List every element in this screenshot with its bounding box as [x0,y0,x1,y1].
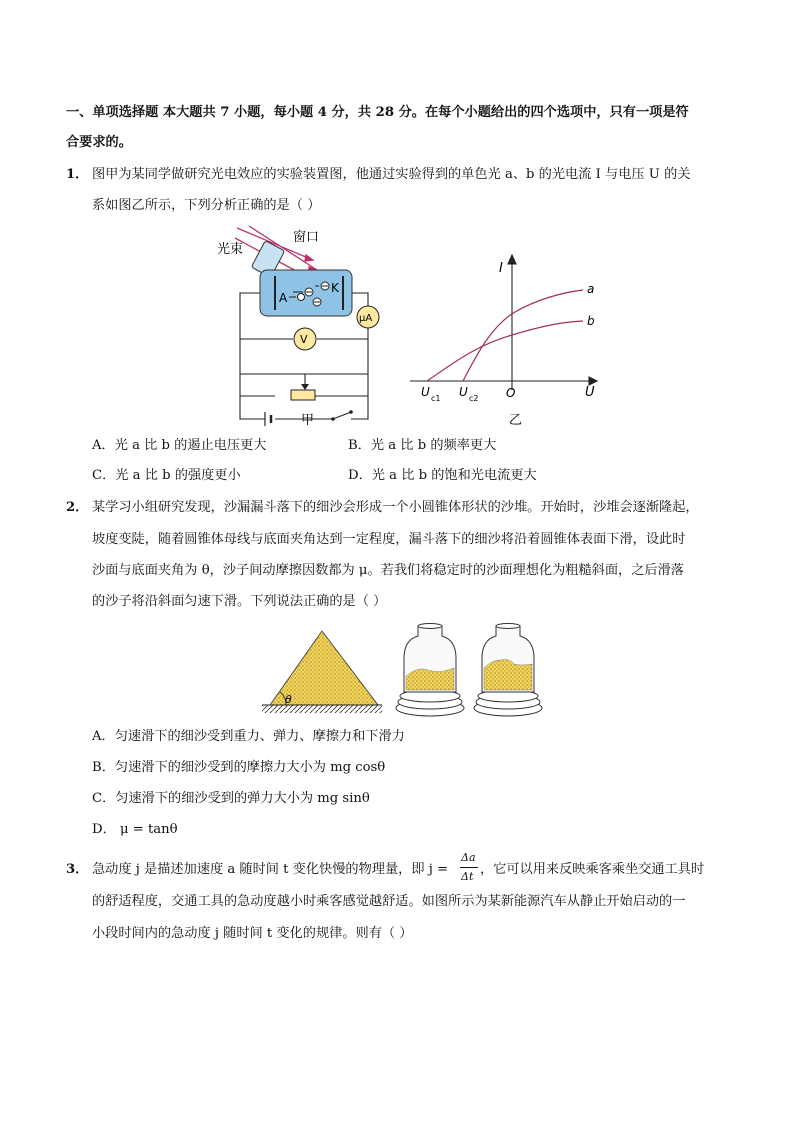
q1-option-c: C．光 a 比 b 的强度更小 [92,468,241,483]
q2-option-d: D． μ = tanθ [92,822,178,837]
axis-I-label: I [499,261,503,276]
q1-stem-line1: 图甲为某同学做研究光电效应的实验装置图，他通过实验得到的单色光 a、b 的光电流 I 与电压 U 的关 [92,167,691,182]
q3-stem-line3: 小段时间内的急动度 j 随时间 t 变化的规律。则有（ ） [92,926,413,941]
uc1-subscript: c1 [431,394,441,403]
curve-b [427,321,583,381]
q2-option-c: C．匀速滑下的细沙受到的弹力大小为 mg sinθ [92,791,370,806]
q3-fraction-denominator: Δt [461,870,474,883]
q1-figure-jia [205,222,405,437]
uc2-label: U [459,385,468,399]
q1-stem-line2: 系如图乙所示，下列分析正确的是（ ） [92,198,321,213]
curve-b-label: b [587,314,595,328]
q3-stem-line1-part2: ，它可以用来反映乘客乘坐交通工具时 [480,862,705,877]
beam-label: 光束 [217,242,244,257]
figure-yi-caption: 乙 [509,413,523,428]
axis-U-label: U [585,385,595,400]
cathode-label: K [331,281,339,295]
q1-figure-yi [405,250,605,430]
section-heading-line1: 一、单项选择题 本大题共 7 小题，每小题 4 分，共 28 分。在每个小题给出的四个选项中，只有一项是符 [66,105,689,120]
q2-option-a: A．匀速滑下的细沙受到重力、弹力、摩擦力和下滑力 [92,729,405,744]
theta-label: θ [285,693,292,706]
q2-hourglass-figure [392,620,547,720]
window-label: 窗口 [293,230,320,245]
q1-number: 1． [66,167,89,182]
bell-jar-left [396,624,464,717]
bell-jar-right [474,624,542,717]
q1-option-a: A．光 a 比 b 的遏止电压更大 [92,438,267,453]
q2-number: 2． [66,500,89,515]
uc2-subscript: c2 [469,394,479,403]
section-heading-line2: 合要求的。 [66,135,132,150]
origin-label: O [506,386,516,400]
q3-number: 3． [66,862,89,877]
curve-a [463,290,583,381]
q2-sand-pile-figure [258,625,388,717]
figure-jia-caption: 甲 [301,413,315,428]
q2-stem-line4: 的沙子将沿斜面匀速下滑。下列说法正确的是（ ） [92,594,387,609]
q2-stem-line2: 坡度变陡，随着圆锥体母线与底面夹角达到一定程度，漏斗落下的细沙将沿着圆锥体表面下滑，设此时 [92,532,686,547]
curve-a-label: a [587,282,595,296]
anode-label: A [279,291,288,305]
microammeter-label: μA [359,313,373,324]
q1-option-d: D．光 a 比 b 的饱和光电流更大 [348,468,537,483]
q3-stem-line2: 的舒适程度，交通工具的急动度越小时乘客感觉越舒适。如图所示为某新能源汽车从静止开始启动的一 [92,894,686,909]
uc1-label: U [421,385,430,399]
q3-stem-line1-part1: 急动度 j 是描述加速度 a 随时间 t 变化快慢的物理量，即 j = [92,862,449,877]
voltmeter-label: V [300,333,308,346]
q2-option-b: B．匀速滑下的细沙受到的摩擦力大小为 mg cosθ [92,760,386,775]
q2-stem-line3: 沙面与底面夹角为 θ，沙子间动摩擦因数都为 μ。若我们将稳定时的沙面理想化为粗糙斜面，之后滑落 [92,563,684,578]
q1-option-b: B．光 a 比 b 的频率更大 [348,438,497,453]
q2-stem-line1: 某学习小组研究发现，沙漏漏斗落下的细沙会形成一个小圆锥体形状的沙堆。开始时，沙堆会逐渐隆起， [92,500,699,515]
q3-fraction-numerator: Δa [461,851,476,864]
